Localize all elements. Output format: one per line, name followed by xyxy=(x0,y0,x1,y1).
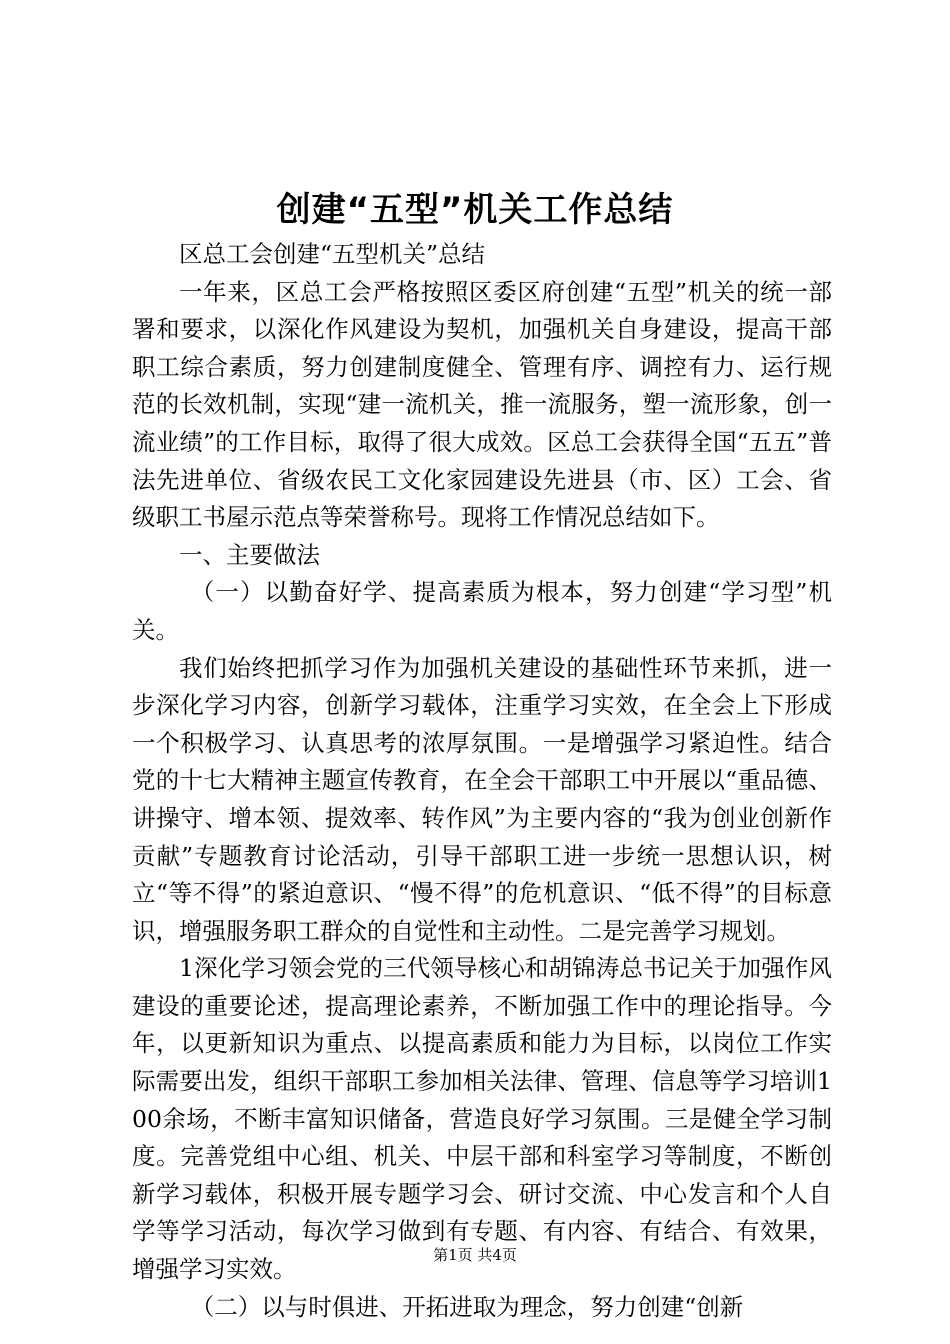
body-paragraph: 1深化学习领会党的三代领导核心和胡锦涛总书记关于加强作风建设的重要论述，提高理论素养，不断加强工作中的理论指导。今年，以更新知识为重点、以提高素质和能力为目标，以岗位工作实际需要出发，组织干部职工参加相关法律、管理、信息等学习培训100余场，不断丰富知识储备，营造良好学习氛围。三是健全学习制度。完善党组中心组、机关、中层干部和科室学习等制度，不断创新学习载体，积极开展专题学习会、研讨交流、中心发言和个人自学等学习活动，每次学习做到有专题、有内容、有结合、有效果，增强学习实效。 xyxy=(132,954,832,1284)
subsection-heading: （二）以与时俱进、开拓进取为理念，努力创建“创新 xyxy=(190,1292,744,1321)
subtitle-paragraph: 区总工会创建“五型机关”总结 xyxy=(179,240,486,268)
body-paragraph: 我们始终把抓学习作为加强机关建设的基础性环节来抓，进一步深化学习内容，创新学习载体，注重学习实效，在全会上下形成一个积极学习、认真思考的浓厚氛围。一是增强学习紧迫性。结合党的十七大精神主题宣传教育，在全会干部职工中开展以“重品德、讲操守、增本领、提效率、转作风”为主要内容的“我为创业创新作贡献”专题教育讨论活动，引导干部职工进一步统一思想认识，树立“等不得”的紧迫意识、“慢不得”的危机意识、“低不得”的目标意识，增强服务职工群众的自觉性和主动性。二是完善学习规划。 xyxy=(132,653,832,945)
document-body xyxy=(132,236,832,1326)
section-heading: 一、主要做法 xyxy=(179,540,320,569)
subsection-heading: （一）以勤奋好学、提高素质为根本，努力创建“学习型”机关。 xyxy=(132,578,832,644)
intro-paragraph: 一年来，区总工会严格按照区委区府创建“五型”机关的统一部署和要求，以深化作风建设为契机，加强机关自身建设，提高干部职工综合素质，努力创建制度健全、管理有序、调控有力、运行规范的长效机制，实现“建一流机关，推一流服务，塑一流形象，创一流业绩”的工作目标，取得了很大成效。区总工会获得全国“五五”普法先进单位、省级农民工文化家园建设先进县（市、区）工会、省级职工书屋示范点等荣誉称号。现将工作情况总结如下。 xyxy=(132,277,832,532)
page-footer: 第1页 共4页 xyxy=(433,1246,517,1264)
document-title: 创建“五型”机关工作总结 xyxy=(276,190,674,230)
